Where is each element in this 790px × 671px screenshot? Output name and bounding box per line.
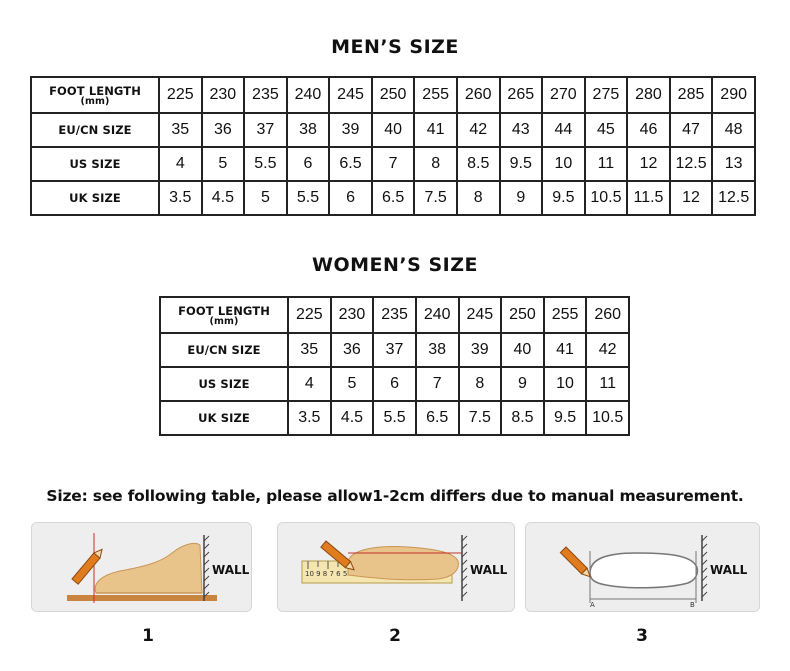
size-cell: 5 (331, 367, 374, 401)
size-cell: 4 (159, 147, 202, 181)
size-cell: 12.5 (712, 181, 755, 215)
size-cell: 7.5 (459, 401, 502, 435)
size-cell: 10.5 (585, 181, 628, 215)
row-header-label: US SIZE (198, 376, 250, 391)
size-cell: 9 (500, 181, 543, 215)
row-header (31, 147, 159, 181)
size-cell: 8 (414, 147, 457, 181)
size-cell: 3.5 (159, 181, 202, 215)
size-cell: 270 (542, 77, 585, 113)
size-cell: 285 (670, 77, 713, 113)
size-cell: 5.5 (373, 401, 416, 435)
step-number-1: 1 (142, 626, 154, 646)
table-row (160, 297, 629, 333)
size-cell: 245 (329, 77, 372, 113)
size-cell: 10.5 (586, 401, 629, 435)
size-cell: 37 (373, 333, 416, 367)
size-cell: 4.5 (202, 181, 245, 215)
size-cell: 36 (202, 113, 245, 147)
size-cell: 37 (244, 113, 287, 147)
size-cell: 265 (500, 77, 543, 113)
size-cell: 6.5 (329, 147, 372, 181)
wall-label: WALL (212, 563, 250, 577)
table-row (31, 77, 755, 113)
womens-size-title: WOMEN’S SIZE (312, 254, 478, 276)
size-cell: 6 (329, 181, 372, 215)
size-cell: 5 (202, 147, 245, 181)
mens-size-title: MEN’S SIZE (331, 36, 459, 58)
size-cell: 35 (159, 113, 202, 147)
size-cell: 10 (542, 147, 585, 181)
wall-label: WALL (470, 563, 508, 577)
size-cell: 8.5 (457, 147, 500, 181)
size-cell: 11.5 (627, 181, 670, 215)
size-cell: 42 (457, 113, 500, 147)
row-header-unit: (mm) (209, 315, 239, 327)
size-cell: 46 (627, 113, 670, 147)
row-header (160, 297, 288, 333)
size-cell: 45 (585, 113, 628, 147)
size-cell: 6.5 (372, 181, 415, 215)
size-cell: 255 (544, 297, 587, 333)
size-cell: 38 (416, 333, 459, 367)
size-cell: 13 (712, 147, 755, 181)
size-cell: 40 (501, 333, 544, 367)
size-cell: 230 (331, 297, 374, 333)
size-cell: 35 (288, 333, 331, 367)
measure-step-1-panel (31, 522, 252, 612)
row-header-label: FOOT LENGTH (49, 83, 141, 98)
size-cell: 245 (459, 297, 502, 333)
size-cell: 36 (331, 333, 374, 367)
size-cell: 275 (585, 77, 628, 113)
row-header-unit: (mm) (80, 95, 110, 107)
size-cell: 5.5 (287, 181, 330, 215)
row-header-label: US SIZE (69, 156, 121, 171)
size-cell: 250 (501, 297, 544, 333)
row-header (160, 401, 288, 435)
point-a-label: A (590, 601, 595, 609)
size-cell: 280 (627, 77, 670, 113)
size-cell: 39 (329, 113, 372, 147)
size-cell: 9.5 (544, 401, 587, 435)
size-cell: 255 (414, 77, 457, 113)
size-cell: 225 (159, 77, 202, 113)
table-row (160, 401, 629, 435)
table-row (31, 181, 755, 215)
size-cell: 47 (670, 113, 713, 147)
size-cell: 48 (712, 113, 755, 147)
size-cell: 11 (585, 147, 628, 181)
size-cell: 38 (287, 113, 330, 147)
wall-label: WALL (710, 563, 748, 577)
size-cell: 41 (414, 113, 457, 147)
size-cell: 41 (544, 333, 587, 367)
size-cell: 10 (544, 367, 587, 401)
size-cell: 9.5 (542, 181, 585, 215)
row-header-label: EU/CN SIZE (187, 342, 261, 357)
measure-step-2-panel (277, 522, 515, 612)
size-cell: 7.5 (414, 181, 457, 215)
size-cell: 250 (372, 77, 415, 113)
size-cell: 6 (287, 147, 330, 181)
table-row (160, 333, 629, 367)
size-cell: 9 (501, 367, 544, 401)
size-cell: 7 (416, 367, 459, 401)
size-cell: 290 (712, 77, 755, 113)
womens-size-table (159, 296, 630, 436)
size-cell: 240 (287, 77, 330, 113)
table-row (31, 113, 755, 147)
size-cell: 40 (372, 113, 415, 147)
size-cell: 12 (627, 147, 670, 181)
measure-step-3-panel (525, 522, 760, 612)
size-cell: 42 (586, 333, 629, 367)
size-cell: 260 (457, 77, 500, 113)
size-cell: 225 (288, 297, 331, 333)
size-cell: 235 (373, 297, 416, 333)
size-cell: 8.5 (501, 401, 544, 435)
step-number-3: 3 (636, 626, 648, 646)
point-b-label: B (690, 601, 695, 609)
size-cell: 5 (244, 181, 287, 215)
size-cell: 7 (372, 147, 415, 181)
row-header (31, 181, 159, 215)
size-cell: 230 (202, 77, 245, 113)
size-cell: 260 (586, 297, 629, 333)
size-cell: 8 (457, 181, 500, 215)
size-cell: 12 (670, 181, 713, 215)
row-header (160, 367, 288, 401)
measurement-note: Size: see following table, please allow1-2cm differs due to manual measurement. (46, 487, 744, 505)
row-header-label: EU/CN SIZE (58, 122, 132, 137)
size-cell: 6 (373, 367, 416, 401)
size-cell: 43 (500, 113, 543, 147)
row-header-label: FOOT LENGTH (178, 303, 270, 318)
size-cell: 240 (416, 297, 459, 333)
row-header (31, 77, 159, 113)
row-header (31, 113, 159, 147)
size-cell: 235 (244, 77, 287, 113)
table-row (160, 367, 629, 401)
size-cell: 12.5 (670, 147, 713, 181)
size-cell: 6.5 (416, 401, 459, 435)
size-cell: 9.5 (500, 147, 543, 181)
size-cell: 39 (459, 333, 502, 367)
row-header-label: UK SIZE (69, 190, 121, 205)
row-header (160, 333, 288, 367)
size-cell: 3.5 (288, 401, 331, 435)
row-header-label: UK SIZE (198, 410, 250, 425)
size-cell: 4 (288, 367, 331, 401)
size-cell: 5.5 (244, 147, 287, 181)
mens-size-table (30, 76, 756, 216)
step-number-2: 2 (389, 626, 401, 646)
size-cell: 44 (542, 113, 585, 147)
size-cell: 4.5 (331, 401, 374, 435)
ruler-label: 10 9 8 7 6 5 (305, 570, 348, 578)
table-row (31, 147, 755, 181)
size-cell: 11 (586, 367, 629, 401)
size-cell: 8 (459, 367, 502, 401)
